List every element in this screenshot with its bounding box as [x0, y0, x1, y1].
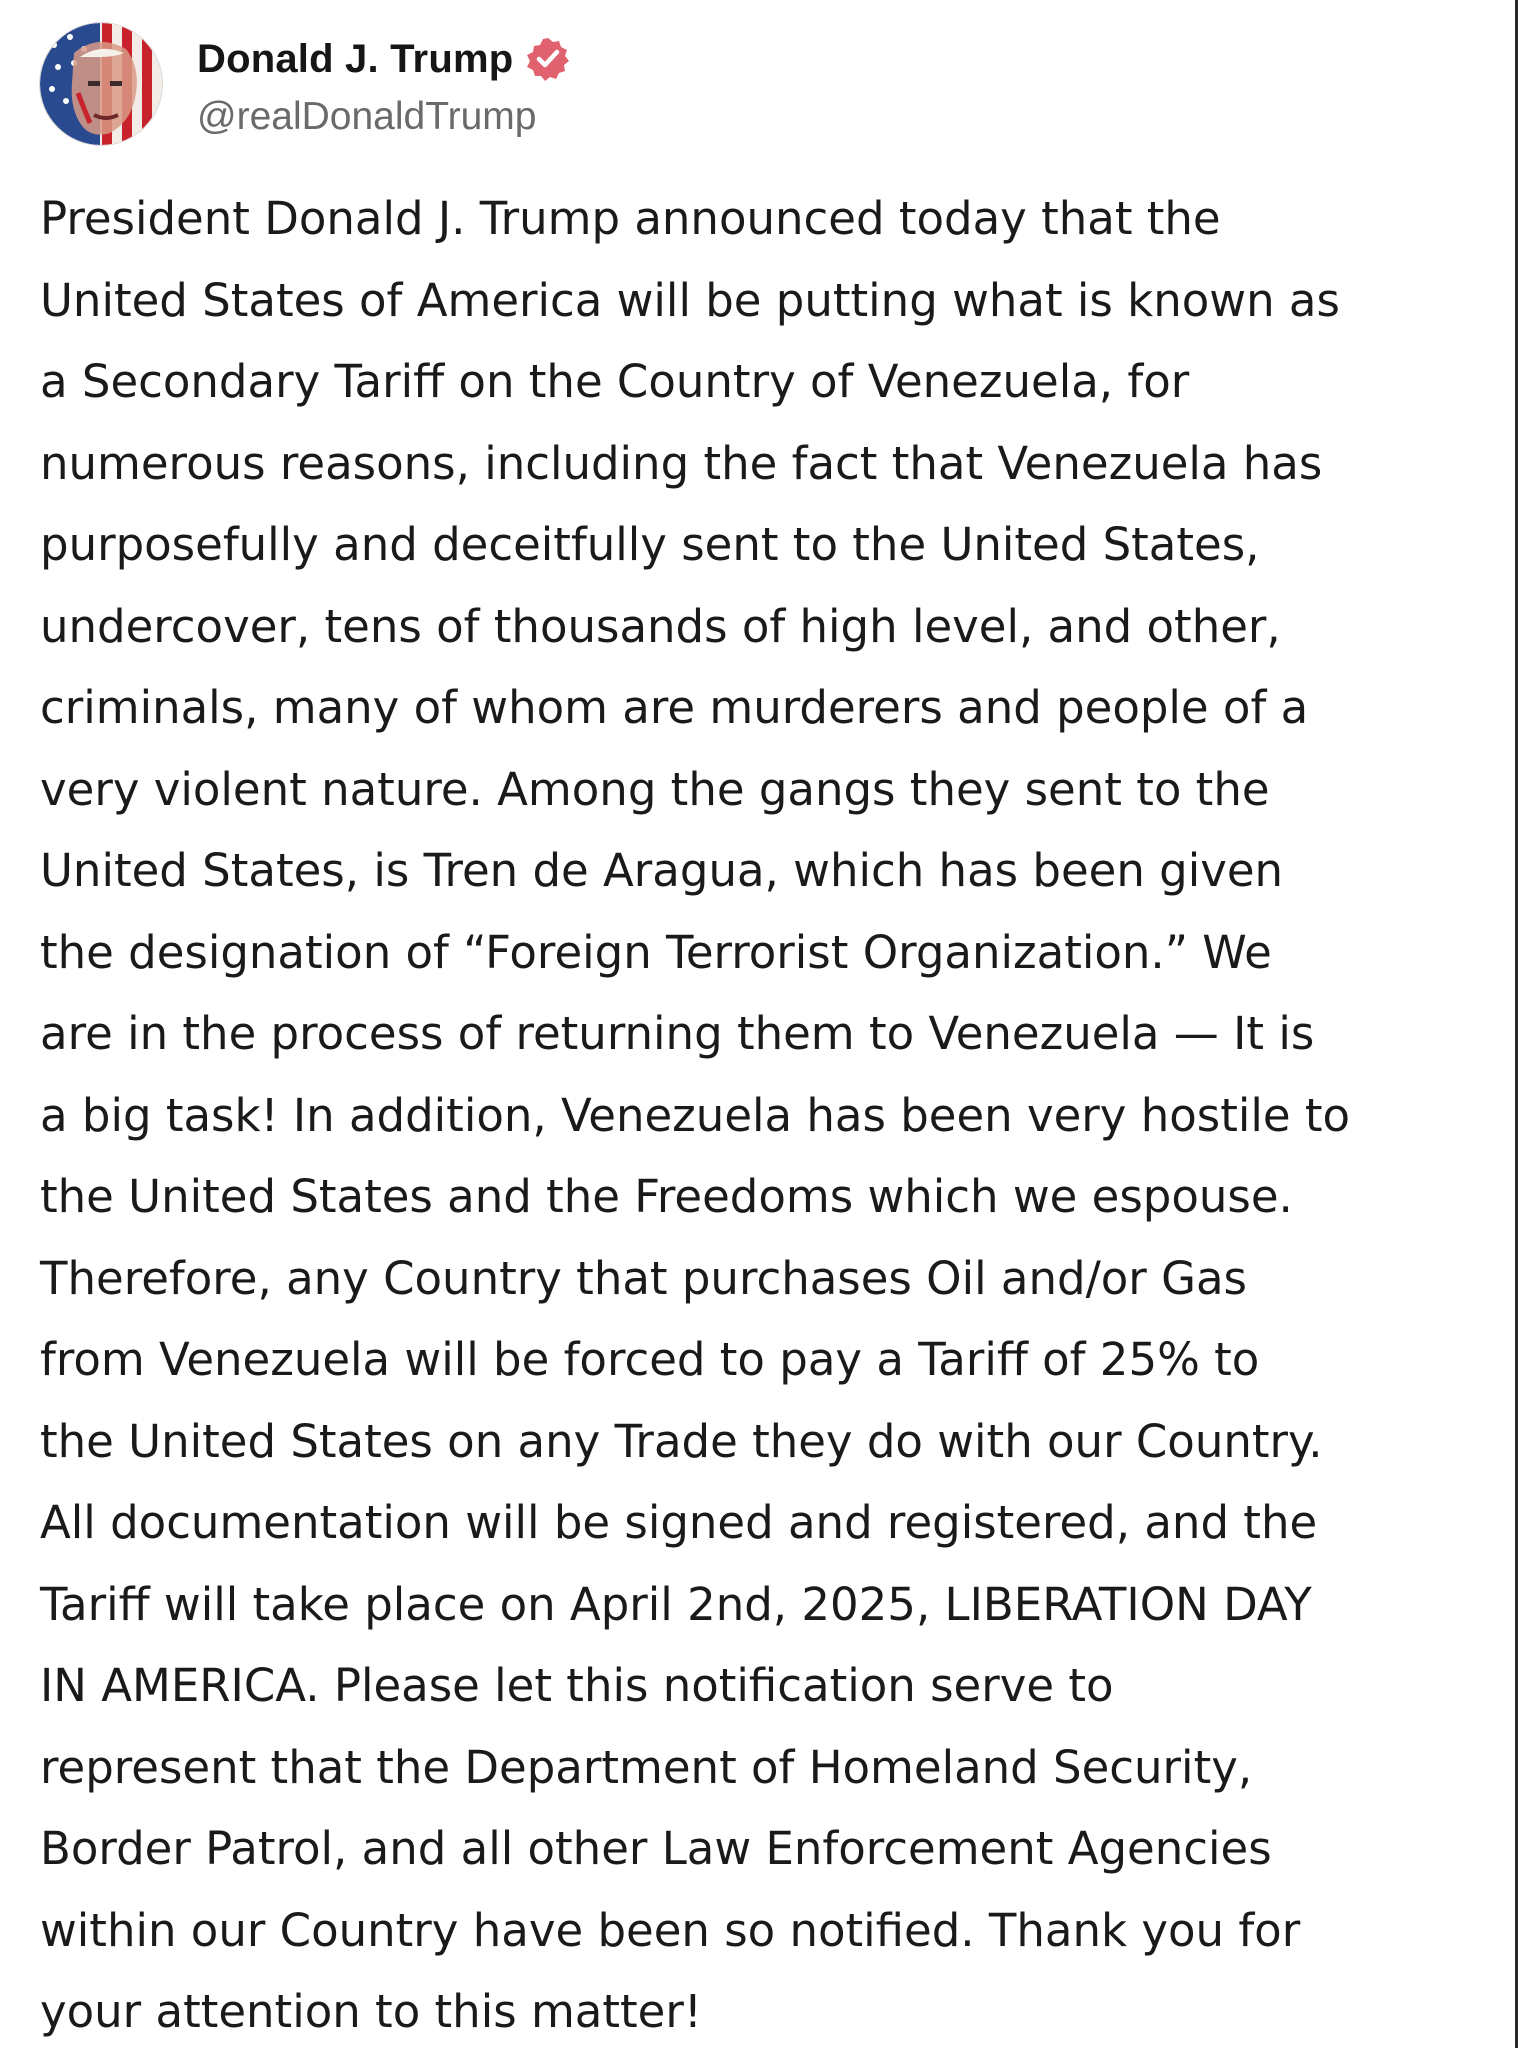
- author-name-row: [197, 29, 571, 89]
- author-handle[interactable]: @realDonaldTrump: [197, 95, 537, 138]
- post-body-line: United States of America will be putting what is known as: [40, 273, 1340, 327]
- post-body-line: represent that the Department of Homeland Security,: [40, 1740, 1253, 1794]
- author-identity: [197, 29, 571, 139]
- post-body-line: Tariff will take place on April 2nd, 2025, LIBERATION DAY: [40, 1577, 1312, 1631]
- post-body-line: a Secondary Tariff on the Country of Venezuela, for: [40, 355, 1190, 408]
- post-body-line: President Donald J. Trump announced today that the: [40, 192, 1221, 245]
- post-body-line: numerous reasons, including the fact that Venezuela has: [40, 436, 1323, 490]
- post-body-line: within our Country have been so notified. Thank you for: [40, 1903, 1301, 1957]
- post-body-line: very violent nature. Among the gangs they sent to the: [40, 762, 1270, 816]
- post-body-line: Therefore, any Country that purchases Oil and/or Gas: [40, 1251, 1247, 1305]
- post-header: [40, 22, 571, 146]
- post-body-line: IN AMERICA. Please let this notification serve to: [40, 1659, 1114, 1712]
- post-body-line: a big task! In addition, Venezuela has been very hostile to: [40, 1088, 1351, 1142]
- post-body: [40, 178, 1485, 2053]
- post-body-line: All documentation will be signed and registered, and the: [40, 1496, 1318, 1549]
- post-body-line: the United States and the Freedoms which we espouse.: [40, 1170, 1293, 1223]
- post-body-line: purposefully and deceitfully sent to the United States,: [40, 518, 1260, 571]
- post-body-line: Border Patrol, and all other Law Enforcement Agencies: [40, 1822, 1272, 1875]
- post-body-line: from Venezuela will be forced to pay a Tariff of 25% to: [40, 1333, 1260, 1386]
- post-body-line: are in the process of returning them to Venezuela — It is: [40, 1007, 1315, 1060]
- post-body-line: United States, is Tren de Aragua, which has been given: [40, 844, 1284, 897]
- author-display-name[interactable]: Donald J. Trump: [197, 36, 514, 81]
- post-body-line: the United States on any Trade they do with our Country.: [40, 1414, 1323, 1468]
- post-body-line: criminals, many of whom are murderers and people of a: [40, 681, 1309, 734]
- post-body-line: your attention to this matter!: [40, 1985, 702, 2038]
- post-body-line: undercover, tens of thousands of high level, and other,: [40, 599, 1281, 653]
- avatar-flag-portrait-icon[interactable]: [40, 23, 162, 145]
- post-body-line: the designation of “Foreign Terrorist Organization.” We: [40, 925, 1272, 979]
- verified-badge-icon: [525, 36, 571, 82]
